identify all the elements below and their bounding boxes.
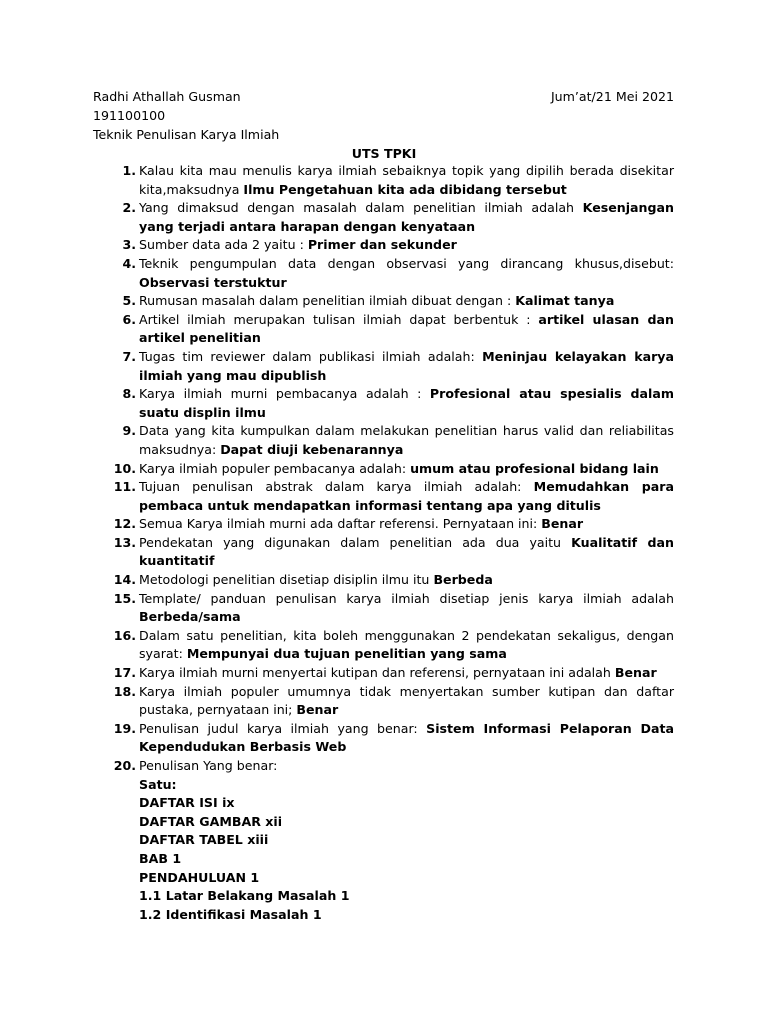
question-text: Tujuan penulisan abstrak dalam karya ilmiah adalah: — [139, 479, 534, 495]
item-number: 3. — [122, 237, 136, 253]
answer-text: Berbeda/sama — [139, 609, 241, 625]
list-item — [93, 422, 674, 459]
answer-line: 1.2 Identifikasi Masalah 1 — [139, 906, 322, 922]
item-number: 17. — [113, 665, 136, 681]
answer-text: Kesenjangan yang terjadi antara harapan dengan kenyataan — [139, 200, 674, 234]
item-number: 2. — [122, 200, 136, 216]
question-text: Pendekatan yang digunakan dalam penelitian ada dua yaitu — [139, 534, 572, 550]
answer-line: BAB 1 — [139, 850, 182, 866]
question-text: Karya ilmiah populer umumnya tidak menyertakan sumber kutipan dan daftar pustaka, pernyataan ini; — [139, 683, 674, 718]
question-text: Template/ panduan penulisan karya ilmiah disetiap jenis karya ilmiah adalah — [139, 590, 674, 606]
question-text: Artikel ilmiah merupakan tulisan ilmiah dapat berbentuk : — [139, 311, 539, 327]
answer-line: Satu: — [139, 776, 177, 792]
list-item — [93, 460, 674, 479]
question-text: Sumber data ada 2 yaitu : — [139, 237, 308, 253]
item-number: 13. — [113, 534, 136, 550]
answer-text: Kalimat tanya — [515, 293, 615, 309]
item-number: 11. — [113, 479, 136, 495]
list-item — [93, 534, 674, 571]
answer-line: 1.1 Latar Belakang Masalah 1 — [139, 888, 350, 904]
list-item — [93, 199, 674, 236]
list-item — [93, 627, 674, 664]
answer-text: Memudahkan para pembaca untuk mendapatkan informasi tentang apa yang ditulis — [139, 479, 674, 513]
course-name: Teknik Penulisan Karya Ilmiah — [93, 127, 280, 142]
item-number: 9. — [122, 423, 136, 439]
answer-text: Benar — [614, 665, 657, 681]
item-number: 18. — [113, 683, 136, 699]
answer-text: Ilmu Pengetahuan kita ada dibidang tersebut — [243, 181, 567, 197]
item-number: 4. — [122, 255, 136, 271]
list-item — [93, 515, 674, 534]
question-text: Data yang kita kumpulkan dalam melakukan penelitian harus valid dan reliabilitas maksudnya: — [139, 423, 674, 457]
answer-text: Meninjau kelayakan karya ilmiah yang mau dipublish — [139, 348, 674, 383]
question-text: Kalau kita mau menulis karya ilmiah sebaiknya topik yang dipilih berada disekitar kita,maksudnya — [139, 163, 674, 197]
answer-text: Dapat diuji kebenarannya — [220, 441, 404, 457]
list-item — [93, 683, 674, 720]
answer-text: umum atau profesional bidang lain — [410, 460, 659, 476]
student-id: 191100100 — [93, 108, 166, 123]
question-text: Karya ilmiah murni menyertai kutipan dan referensi, pernyataan ini adalah — [139, 665, 615, 681]
question-text: Semua Karya ilmiah murni ada daftar referensi. Pernyataan ini: — [139, 516, 542, 532]
answer-line: DAFTAR ISI ix — [139, 795, 235, 811]
list-item — [93, 236, 674, 255]
item-number: 8. — [122, 386, 136, 402]
list-item — [93, 311, 674, 348]
answer-text: Benar — [296, 702, 339, 718]
question-text: Penulisan Yang benar: — [139, 758, 278, 773]
question-text: Metodologi penelitian disetiap disiplin ilmu itu — [139, 572, 434, 588]
student-name: Radhi Athallah Gusman — [93, 89, 241, 104]
list-item — [93, 162, 674, 199]
question-text: Karya ilmiah populer pembacanya adalah: — [139, 460, 411, 476]
list-item — [93, 720, 674, 757]
item-number: 14. — [113, 572, 136, 588]
item-number: 15. — [113, 590, 136, 606]
item-number: 19. — [113, 720, 136, 736]
answer-text: Observasi terstuktur — [139, 274, 287, 290]
answer-text: Profesional atau spesialis dalam suatu displin ilmu — [139, 386, 674, 420]
answer-line: PENDAHULUAN 1 — [139, 869, 260, 885]
list-item — [93, 385, 674, 422]
item-number: 6. — [122, 311, 136, 327]
answer-text: Sistem Informasi Pelaporan Data Kependudukan Berbasis Web — [139, 720, 674, 755]
answer-line: DAFTAR TABEL xiii — [139, 832, 269, 848]
question-text: Dalam satu penelitian, kita boleh menggunakan 2 pendekatan sekaligus, dengan syarat: — [139, 627, 674, 662]
item-number: 20. — [113, 758, 136, 773]
question-text: Tugas tim reviewer dalam publikasi ilmiah adalah: — [139, 348, 483, 364]
item-number: 5. — [122, 293, 136, 309]
question-text: Karya ilmiah murni pembacanya adalah : — [139, 386, 430, 402]
answer-text: artikel ulasan dan artikel penelitian — [139, 311, 674, 346]
list-item — [93, 255, 674, 292]
list-item — [93, 590, 674, 627]
answer-line: DAFTAR GAMBAR xii — [139, 813, 283, 829]
answer-list — [93, 162, 674, 924]
answer-text: Benar — [541, 516, 584, 532]
item-number: 12. — [113, 516, 136, 532]
item-number: 1. — [122, 163, 136, 178]
item-number: 16. — [113, 627, 136, 643]
answer-text: Berbeda — [433, 572, 493, 588]
question-text: Teknik pengumpulan data dengan observasi yang dirancang khusus,disebut: — [139, 255, 674, 271]
question-text: Yang dimaksud dengan masalah dalam penelitian ilmiah adalah — [139, 200, 583, 216]
answer-text: Kualitatif dan kuantitatif — [139, 534, 674, 569]
list-item — [93, 757, 674, 924]
list-item — [93, 664, 674, 683]
question-text: Penulisan judul karya ilmiah yang benar: — [139, 720, 427, 736]
document-title: UTS TPKI — [351, 146, 417, 161]
answer-text: Primer dan sekunder — [307, 237, 457, 253]
list-item — [93, 348, 674, 385]
list-item — [93, 478, 674, 515]
answer-text: Mempunyai dua tujuan penelitian yang sama — [186, 646, 507, 662]
item-number: 7. — [122, 348, 136, 364]
list-item — [93, 292, 674, 311]
question-text: Rumusan masalah dalam penelitian ilmiah dibuat dengan : — [139, 293, 516, 309]
exam-date: Jum’at/21 Mei 2021 — [550, 89, 674, 104]
item-number: 10. — [113, 460, 136, 476]
list-item — [93, 571, 674, 590]
header-line-1 — [93, 87, 674, 106]
